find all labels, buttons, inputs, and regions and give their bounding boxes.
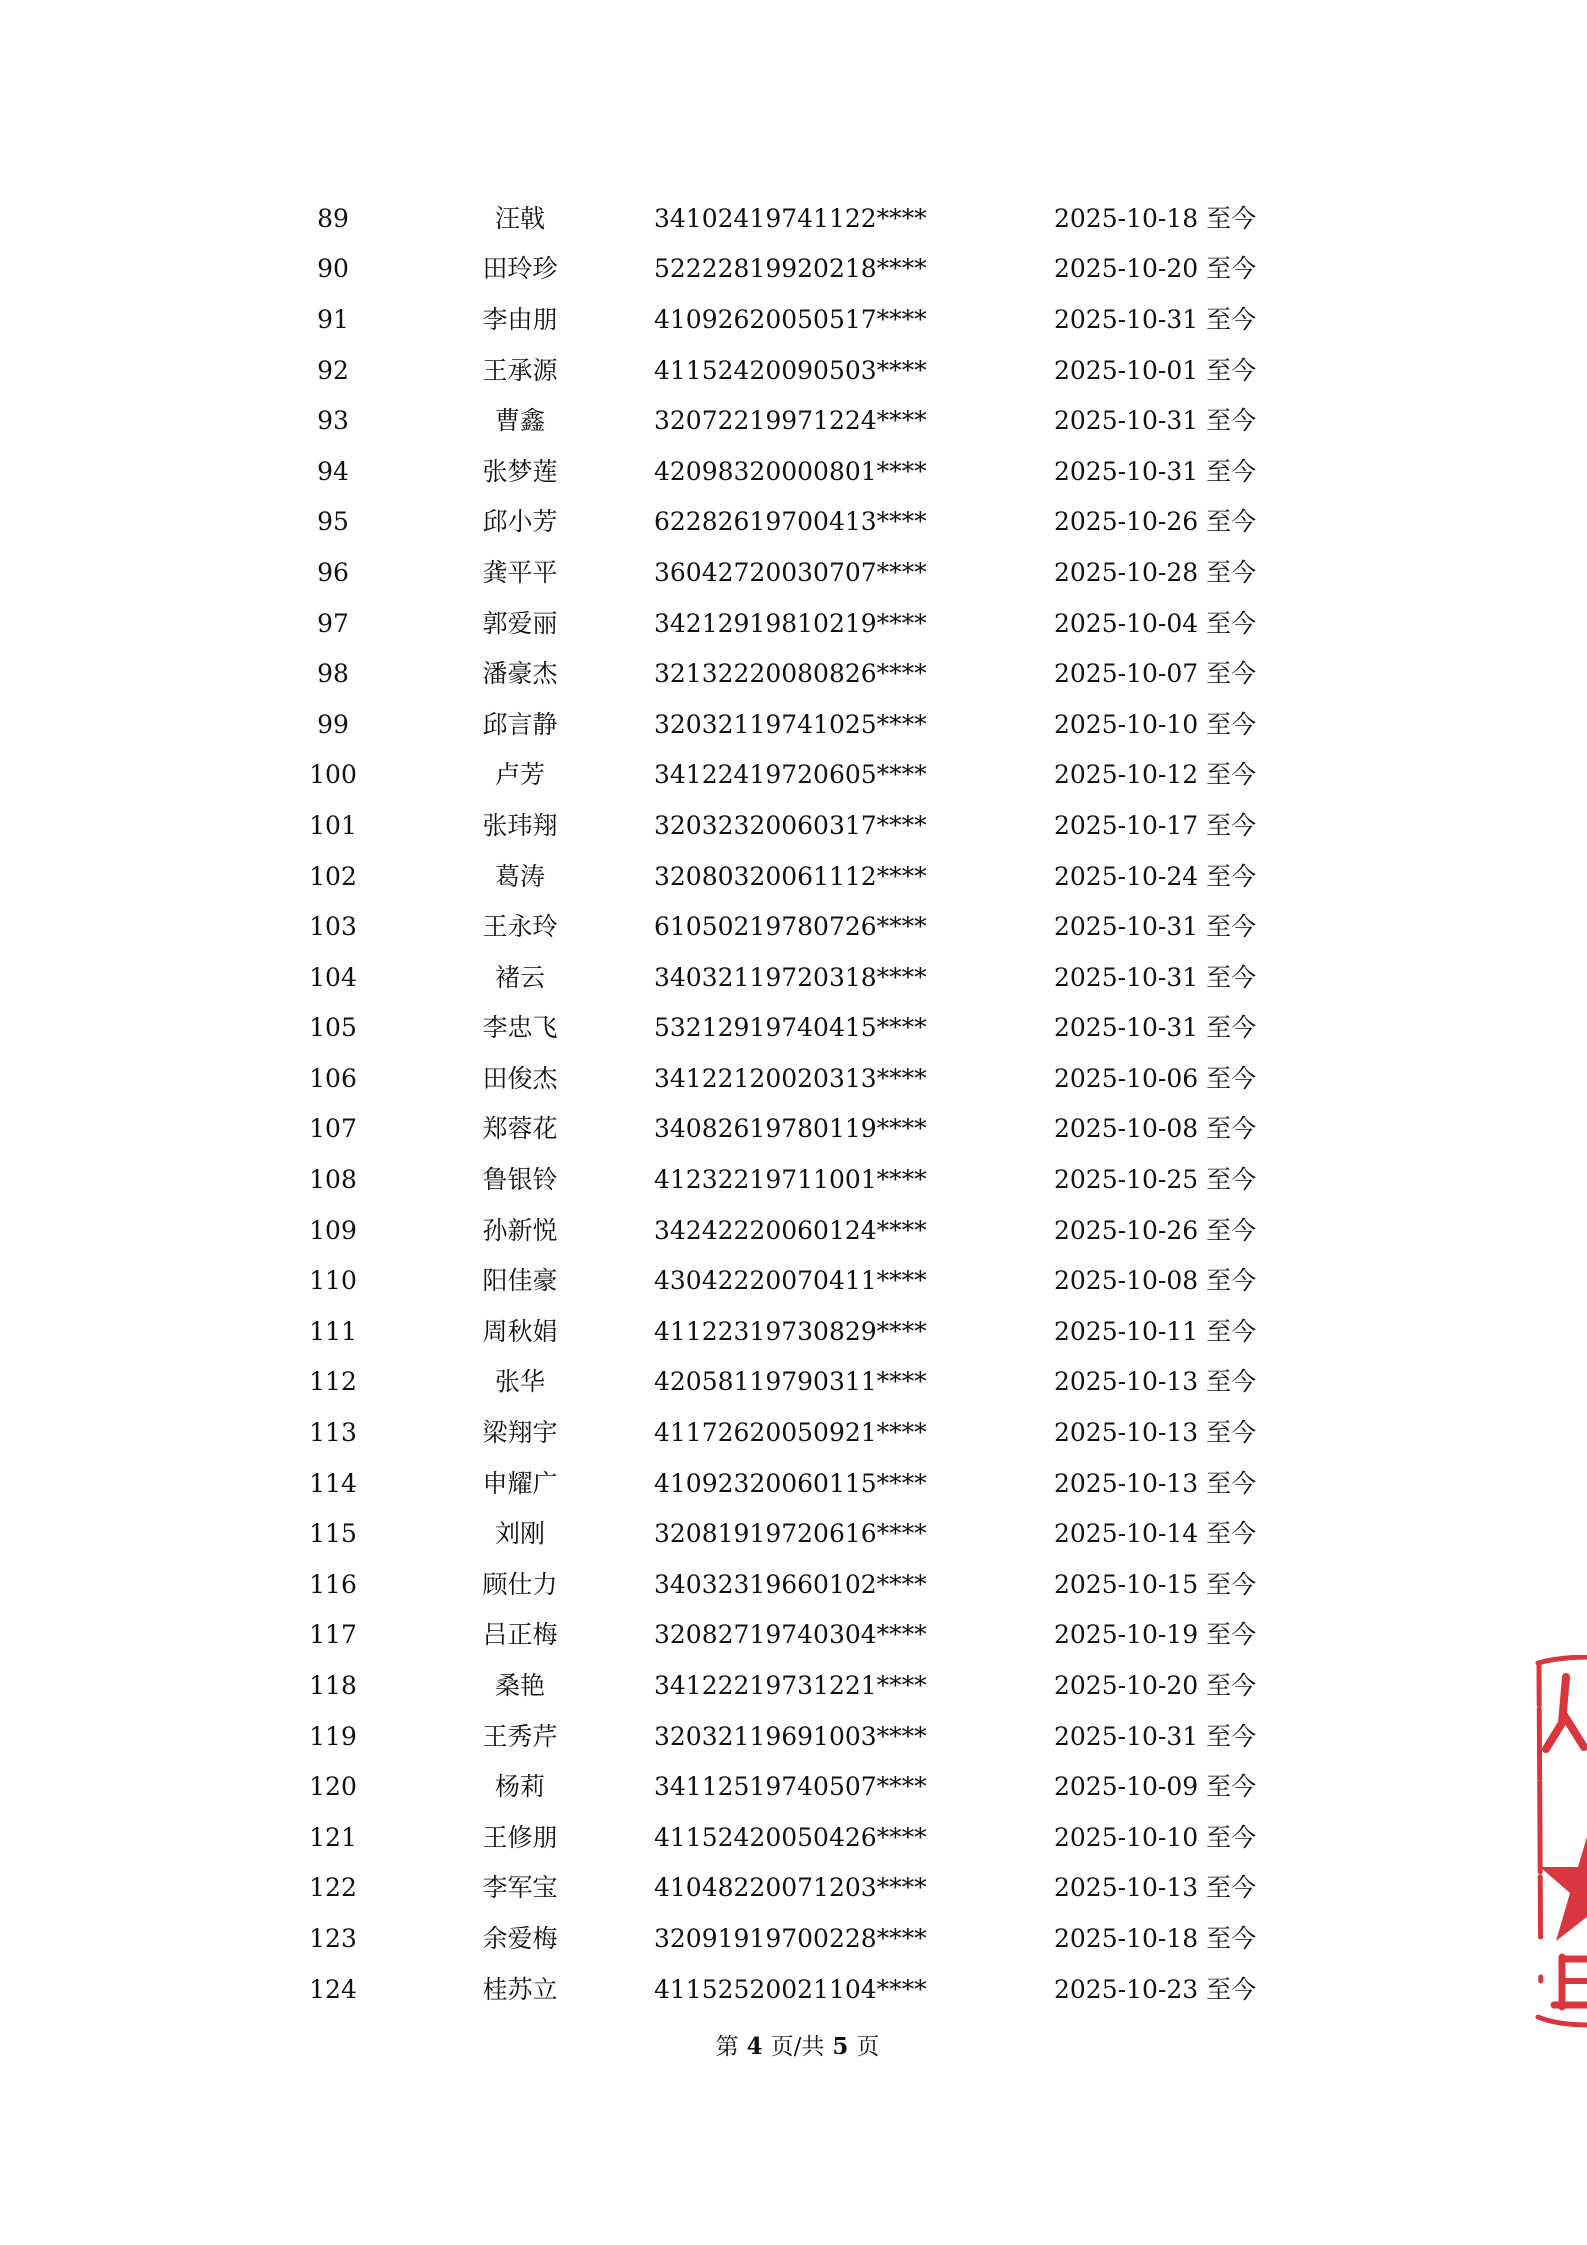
row-id-number: 32132220080826**** xyxy=(654,659,927,689)
row-name: 郑蓉花 xyxy=(482,1114,558,1144)
row-period: 2025-10-11 至今 xyxy=(1054,1316,1257,1346)
row-index: 119 xyxy=(309,1721,357,1751)
row-index: 121 xyxy=(309,1822,357,1852)
row-index: 118 xyxy=(309,1671,357,1701)
row-index: 102 xyxy=(309,861,357,891)
row-period: 2025-10-26 至今 xyxy=(1054,1215,1257,1245)
row-period: 2025-10-26 至今 xyxy=(1054,507,1257,537)
row-id-number: 52222819920218**** xyxy=(654,254,927,284)
row-index: 101 xyxy=(309,810,357,840)
row-id-number: 34242220060124**** xyxy=(654,1215,927,1245)
row-id-number: 36042720030707**** xyxy=(654,557,927,587)
row-name: 王秀芹 xyxy=(482,1721,558,1751)
row-index: 110 xyxy=(309,1266,357,1296)
row-index: 116 xyxy=(309,1569,357,1599)
row-id-number: 32080320061112**** xyxy=(654,861,927,891)
row-name: 张梦莲 xyxy=(482,456,558,486)
row-id-number: 32072219971224**** xyxy=(654,406,927,436)
row-index: 111 xyxy=(309,1316,357,1346)
row-id-number: 41172620050921**** xyxy=(654,1418,927,1448)
table-row xyxy=(280,1559,1364,1610)
row-index: 99 xyxy=(317,709,349,739)
row-name: 龚平平 xyxy=(482,557,558,587)
row-index: 114 xyxy=(309,1468,357,1498)
row-id-number: 34122120020313**** xyxy=(654,1063,927,1093)
seal-stamp-graphic xyxy=(1532,1655,1587,2030)
row-name: 申耀广 xyxy=(482,1468,558,1498)
row-period: 2025-10-19 至今 xyxy=(1054,1620,1257,1650)
table-row xyxy=(280,497,1364,548)
row-name: 吕正梅 xyxy=(482,1620,558,1650)
row-name: 曹鑫 xyxy=(494,406,545,436)
row-index: 113 xyxy=(309,1418,357,1448)
table-row xyxy=(280,1306,1364,1357)
row-period: 2025-10-10 至今 xyxy=(1054,709,1257,739)
row-name: 孙新悦 xyxy=(482,1215,558,1245)
row-index: 91 xyxy=(317,304,349,334)
table-row xyxy=(280,345,1364,396)
row-id-number: 32032119691003**** xyxy=(654,1721,927,1751)
table-row xyxy=(280,750,1364,801)
row-name: 卢芳 xyxy=(494,760,545,790)
row-index: 123 xyxy=(309,1923,357,1953)
row-index: 98 xyxy=(317,659,349,689)
row-index: 109 xyxy=(309,1215,357,1245)
table-row xyxy=(280,1508,1364,1559)
table-row xyxy=(280,1964,1364,2015)
row-name: 张华 xyxy=(494,1367,545,1397)
row-name: 汪戟 xyxy=(494,203,545,233)
row-id-number: 41122319730829**** xyxy=(654,1316,927,1346)
row-index: 106 xyxy=(309,1063,357,1093)
row-name: 李由朋 xyxy=(482,304,558,334)
table-row xyxy=(280,648,1364,699)
row-period: 2025-10-07 至今 xyxy=(1054,659,1257,689)
row-period: 2025-10-20 至今 xyxy=(1054,1671,1257,1701)
table-row xyxy=(280,598,1364,649)
row-id-number: 42098320000801**** xyxy=(654,456,927,486)
row-index: 89 xyxy=(317,203,349,233)
row-id-number: 34082619780119**** xyxy=(654,1114,927,1144)
row-period: 2025-10-10 至今 xyxy=(1054,1822,1257,1852)
row-id-number: 34122219731221**** xyxy=(654,1671,927,1701)
row-period: 2025-10-14 至今 xyxy=(1054,1519,1257,1549)
row-name: 杨莉 xyxy=(494,1772,545,1802)
row-index: 122 xyxy=(309,1873,357,1903)
row-id-number: 34112519740507**** xyxy=(654,1772,927,1802)
table-row xyxy=(280,952,1364,1003)
table-row xyxy=(280,1357,1364,1408)
row-index: 96 xyxy=(317,557,349,587)
row-name: 张玮翔 xyxy=(482,810,558,840)
row-name: 刘刚 xyxy=(494,1519,545,1549)
table-row xyxy=(280,1812,1364,1863)
row-index: 120 xyxy=(309,1772,357,1802)
row-index: 107 xyxy=(309,1114,357,1144)
table-row xyxy=(280,1053,1364,1104)
table-row xyxy=(280,901,1364,952)
table-row xyxy=(280,699,1364,750)
table-row xyxy=(280,1458,1364,1509)
row-period: 2025-10-31 至今 xyxy=(1054,304,1257,334)
row-name: 桂苏立 xyxy=(482,1974,558,2004)
row-id-number: 34102419741122**** xyxy=(654,203,927,233)
footer-middle: 页/共 xyxy=(770,2034,825,2060)
table-row xyxy=(280,1660,1364,1711)
row-name: 王承源 xyxy=(482,355,558,385)
row-id-number: 42058119790311**** xyxy=(654,1367,927,1397)
row-period: 2025-10-17 至今 xyxy=(1054,810,1257,840)
row-name: 褚云 xyxy=(494,962,545,992)
red-seal-stamp xyxy=(1532,1655,1587,2030)
row-id-number: 41092620050517**** xyxy=(654,304,927,334)
row-period: 2025-10-31 至今 xyxy=(1054,406,1257,436)
row-period: 2025-10-31 至今 xyxy=(1054,456,1257,486)
table-row xyxy=(280,395,1364,446)
row-name: 王修朋 xyxy=(482,1822,558,1852)
row-id-number: 61050219780726**** xyxy=(654,912,927,942)
row-period: 2025-10-13 至今 xyxy=(1054,1418,1257,1448)
row-id-number: 53212919740415**** xyxy=(654,1013,927,1043)
row-name: 郭爱丽 xyxy=(482,608,558,638)
row-period: 2025-10-04 至今 xyxy=(1054,608,1257,638)
table-row xyxy=(280,1711,1364,1762)
row-period: 2025-10-08 至今 xyxy=(1054,1266,1257,1296)
row-period: 2025-10-18 至今 xyxy=(1054,1923,1257,1953)
row-id-number: 41232219711001**** xyxy=(654,1165,927,1195)
row-index: 92 xyxy=(317,355,349,385)
table-row xyxy=(280,851,1364,902)
row-index: 97 xyxy=(317,608,349,638)
row-name: 梁翔宇 xyxy=(482,1418,558,1448)
table-row xyxy=(280,800,1364,851)
page-footer xyxy=(0,2028,1587,2061)
row-index: 105 xyxy=(309,1013,357,1043)
row-name: 阳佳豪 xyxy=(482,1266,558,1296)
row-id-number: 34032119720318**** xyxy=(654,962,927,992)
row-id-number: 62282619700413**** xyxy=(654,507,927,537)
row-period: 2025-10-13 至今 xyxy=(1054,1367,1257,1397)
row-period: 2025-10-23 至今 xyxy=(1054,1974,1257,2004)
row-index: 115 xyxy=(309,1519,357,1549)
row-period: 2025-10-13 至今 xyxy=(1054,1468,1257,1498)
roster-table xyxy=(280,193,1364,2014)
row-id-number: 32091919700228**** xyxy=(654,1923,927,1953)
table-row xyxy=(280,193,1364,244)
row-id-number: 32032119741025**** xyxy=(654,709,927,739)
row-index: 112 xyxy=(309,1367,357,1397)
row-id-number: 34212919810219**** xyxy=(654,608,927,638)
row-index: 124 xyxy=(309,1974,357,2004)
table-row xyxy=(280,547,1364,598)
row-id-number: 32082719740304**** xyxy=(654,1620,927,1650)
row-id-number: 43042220070411**** xyxy=(654,1266,927,1296)
row-index: 108 xyxy=(309,1165,357,1195)
row-name: 李军宝 xyxy=(482,1873,558,1903)
row-id-number: 41152520021104**** xyxy=(654,1974,927,2004)
row-id-number: 41152420050426**** xyxy=(654,1822,927,1852)
footer-prefix: 第 xyxy=(715,2034,739,2060)
row-period: 2025-10-09 至今 xyxy=(1054,1772,1257,1802)
row-name: 李忠飞 xyxy=(482,1013,558,1043)
table-row xyxy=(280,1003,1364,1054)
row-index: 104 xyxy=(309,962,357,992)
row-id-number: 32032320060317**** xyxy=(654,810,927,840)
row-period: 2025-10-25 至今 xyxy=(1054,1165,1257,1195)
row-id-number: 41152420090503**** xyxy=(654,355,927,385)
row-index: 95 xyxy=(317,507,349,537)
row-period: 2025-10-18 至今 xyxy=(1054,203,1257,233)
row-name: 邱小芳 xyxy=(482,507,558,537)
table-row xyxy=(280,446,1364,497)
row-period: 2025-10-01 至今 xyxy=(1054,355,1257,385)
row-period: 2025-10-12 至今 xyxy=(1054,760,1257,790)
table-row xyxy=(280,1255,1364,1306)
row-id-number: 41092320060115**** xyxy=(654,1468,927,1498)
table-row xyxy=(280,1913,1364,1964)
table-row xyxy=(280,1104,1364,1155)
row-id-number: 34122419720605**** xyxy=(654,760,927,790)
roster-body xyxy=(280,193,1364,2014)
footer-suffix: 页 xyxy=(856,2034,880,2060)
table-row xyxy=(280,244,1364,295)
row-period: 2025-10-15 至今 xyxy=(1054,1569,1257,1599)
row-name: 鲁银铃 xyxy=(482,1165,558,1195)
footer-page-number: 4 xyxy=(746,2033,763,2060)
row-name: 余爱梅 xyxy=(482,1923,558,1953)
row-period: 2025-10-08 至今 xyxy=(1054,1114,1257,1144)
row-period: 2025-10-06 至今 xyxy=(1054,1063,1257,1093)
row-period: 2025-10-31 至今 xyxy=(1054,912,1257,942)
table-row xyxy=(280,1154,1364,1205)
row-id-number: 41048220071203**** xyxy=(654,1873,927,1903)
table-row xyxy=(280,1407,1364,1458)
footer-page-total: 5 xyxy=(832,2033,849,2060)
row-period: 2025-10-31 至今 xyxy=(1054,962,1257,992)
row-index: 100 xyxy=(309,760,357,790)
row-name: 葛涛 xyxy=(494,861,545,891)
row-name: 王永玲 xyxy=(482,912,558,942)
row-name: 田玲珍 xyxy=(482,254,558,284)
table-row xyxy=(280,1610,1364,1661)
row-period: 2025-10-13 至今 xyxy=(1054,1873,1257,1903)
table-row xyxy=(280,1205,1364,1256)
row-period: 2025-10-20 至今 xyxy=(1054,254,1257,284)
row-name: 邱言静 xyxy=(482,709,558,739)
row-id-number: 32081919720616**** xyxy=(654,1519,927,1549)
row-period: 2025-10-28 至今 xyxy=(1054,557,1257,587)
row-index: 117 xyxy=(309,1620,357,1650)
row-index: 90 xyxy=(317,254,349,284)
row-name: 顾仕力 xyxy=(482,1569,558,1599)
row-index: 103 xyxy=(309,912,357,942)
row-period: 2025-10-24 至今 xyxy=(1054,861,1257,891)
row-name: 桑艳 xyxy=(494,1671,545,1701)
table-row xyxy=(280,1761,1364,1812)
row-name: 周秋娟 xyxy=(482,1316,558,1346)
row-period: 2025-10-31 至今 xyxy=(1054,1013,1257,1043)
row-name: 田俊杰 xyxy=(482,1063,558,1093)
table-row xyxy=(280,294,1364,345)
row-name: 潘豪杰 xyxy=(482,659,558,689)
row-index: 94 xyxy=(317,456,349,486)
row-index: 93 xyxy=(317,406,349,436)
row-id-number: 34032319660102**** xyxy=(654,1569,927,1599)
row-period: 2025-10-31 至今 xyxy=(1054,1721,1257,1751)
table-row xyxy=(280,1863,1364,1914)
